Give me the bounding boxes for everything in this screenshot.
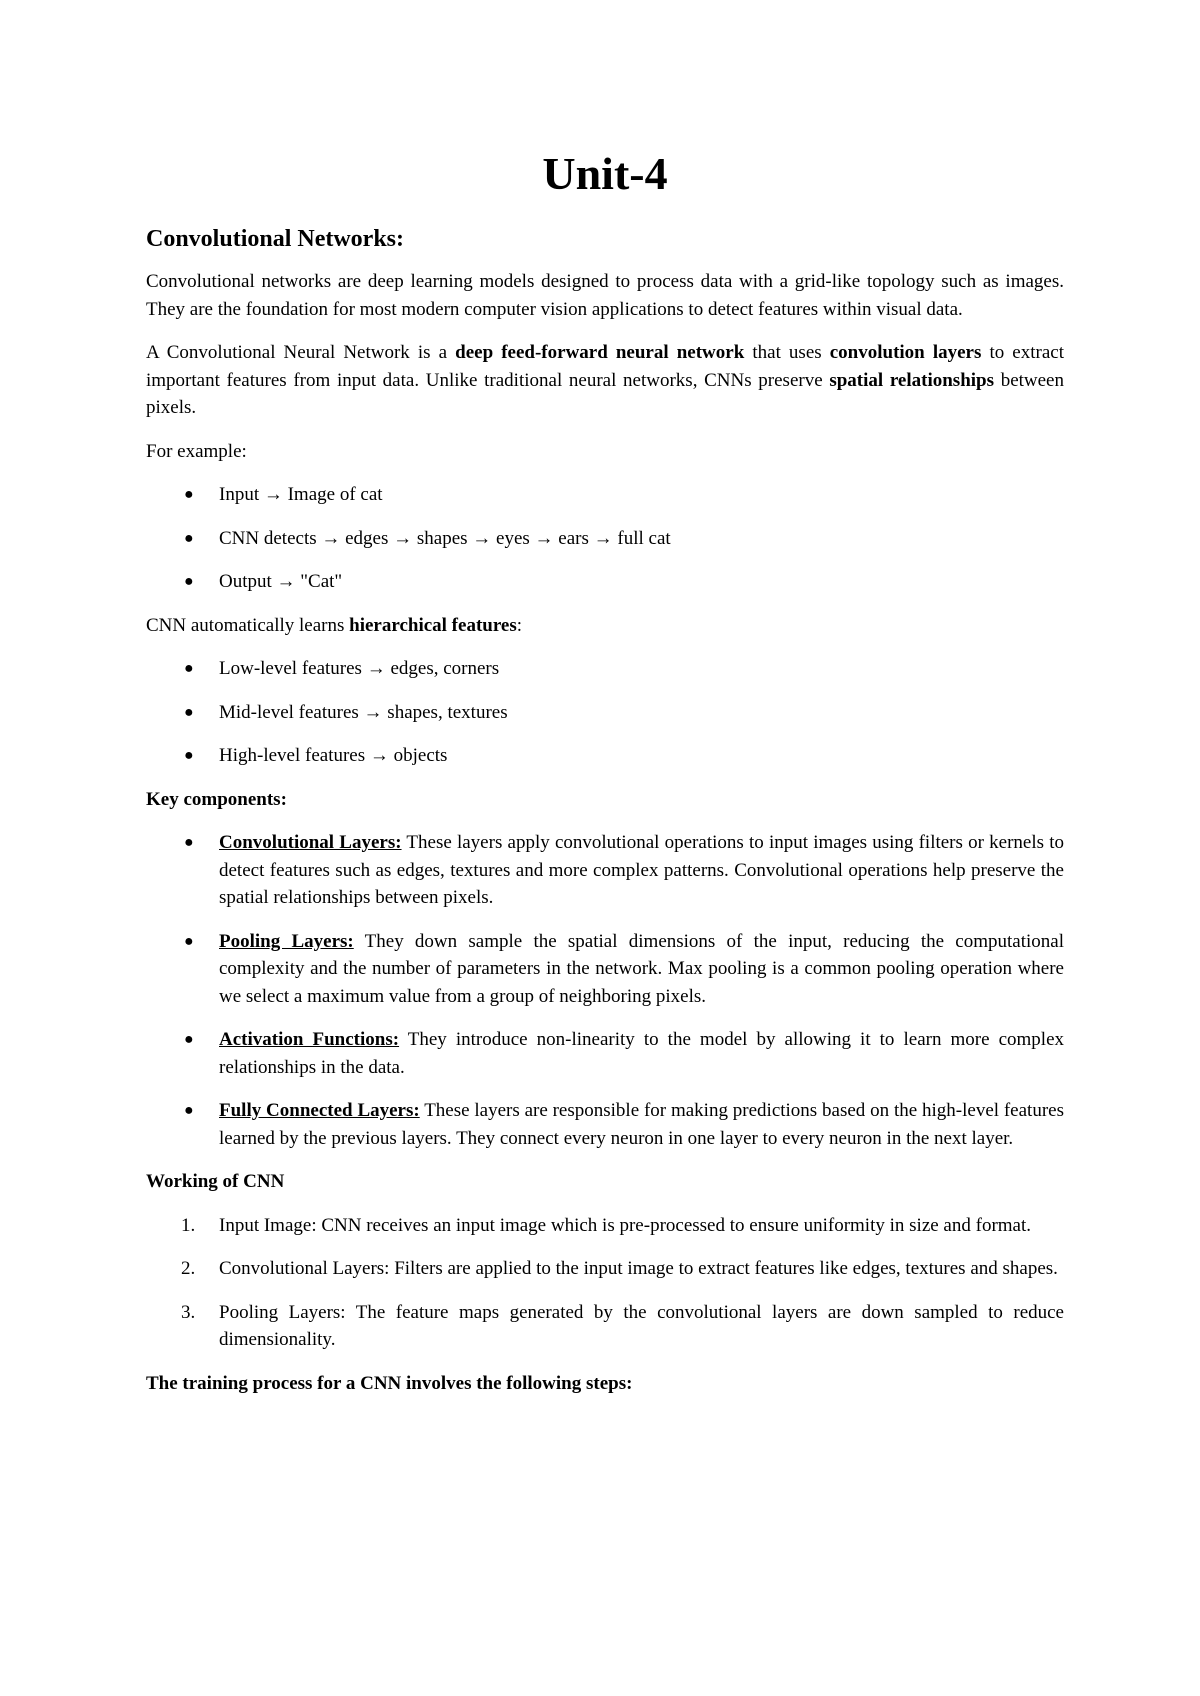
term-label: Convolutional Layers: — [219, 832, 402, 853]
list-item — [146, 1026, 1064, 1081]
bold-run: hierarchical features — [349, 614, 517, 636]
list-item-text: Input Image: CNN receives an input image which is pre-processed to ensure uniformity in size and format. — [219, 1214, 1032, 1236]
list-item — [146, 699, 1064, 727]
term-description: These layers apply convolutional operations to input images using filters or kernels to detect features such as edges, textures and more complex patterns. Convolutional operations help preserve the spatial relationships between pixels. — [219, 832, 1064, 908]
list-item-text: High-level features → objects — [219, 745, 448, 766]
bullet-icon: ● — [184, 660, 194, 677]
step-number: 2. — [181, 1258, 196, 1279]
example-list — [146, 481, 1064, 596]
bullet-icon: ● — [184, 1102, 194, 1119]
list-item-text: Pooling Layers: The feature maps generated by the convolutional layers are down sampled to reduce dimensionality. — [219, 1301, 1064, 1350]
definition-paragraph — [146, 339, 1064, 422]
list-item-text: Low-level features → edges, corners — [219, 658, 500, 679]
bullet-icon: ● — [184, 573, 194, 590]
text-run: between pixels. — [146, 369, 1064, 418]
bullet-icon: ● — [184, 834, 194, 851]
step-number: 1. — [181, 1214, 196, 1236]
training-heading: The training process for a CNN involves the following steps: — [146, 1372, 633, 1394]
page-title: Unit-4 — [542, 148, 668, 199]
list-item-text: Mid-level features → shapes, textures — [219, 701, 508, 723]
bullet-icon: ● — [184, 486, 194, 503]
bullet-icon: ● — [184, 747, 194, 764]
list-item — [146, 655, 1064, 683]
list-item — [146, 1255, 1064, 1283]
list-item — [146, 1212, 1064, 1240]
list-item — [146, 481, 1064, 509]
term-label: Activation Functions: — [219, 1029, 400, 1050]
list-item — [146, 1097, 1064, 1152]
text-run: CNN automatically learns — [146, 614, 350, 636]
key-components-list — [146, 829, 1064, 1152]
step-number: 3. — [181, 1301, 196, 1323]
term-description: They down sample the spatial dimensions of the input, reducing the computational complexity and the number of parameters in the network. Max pooling is a common pooling operation where we select a maximum value from a group of neighboring pixels. — [219, 930, 1065, 1007]
bold-run: convolution layers — [829, 342, 982, 363]
working-steps-list — [146, 1212, 1064, 1354]
list-item-text: Output → "Cat" — [219, 571, 343, 592]
list-item — [146, 568, 1064, 596]
working-heading: Working of CNN — [146, 1171, 285, 1192]
list-item — [146, 525, 1064, 553]
list-item — [146, 742, 1064, 770]
bullet-icon: ● — [184, 1031, 194, 1048]
term-description: These layers are responsible for making predictions based on the high-level features learned by the previous layers. They connect every neuron in one layer to every neuron in the next layer. — [219, 1100, 1064, 1149]
list-item-text: CNN detects → edges → shapes → eyes → ears → full cat — [219, 527, 671, 549]
intro-paragraph: Convolutional networks are deep learning models designed to process data with a grid-like topology such as images. They are the foundation for most modern computer vision applications to detect features within visual data. — [146, 271, 1064, 320]
section-heading: Convolutional Networks: — [146, 226, 405, 252]
example-label: For example: — [146, 440, 247, 462]
text-run: that uses — [744, 342, 830, 363]
text-run: : — [516, 614, 523, 636]
term-label: Pooling Layers: — [219, 930, 354, 952]
bullet-icon: ● — [184, 932, 194, 950]
bullet-icon: ● — [184, 529, 194, 547]
hierarchical-paragraph — [146, 612, 1064, 640]
list-item — [146, 829, 1064, 912]
text-run: to extract important features from input data. Unlike traditional neural networks, CNNs preserve — [146, 342, 1064, 391]
hierarchical-list — [146, 655, 1064, 770]
list-item-text: Convolutional Layers: Filters are applied to the input image to extract features like edges, textures and shapes. — [219, 1258, 1058, 1279]
bullet-icon: ● — [184, 703, 194, 721]
bold-run: spatial relationships — [829, 369, 995, 391]
bold-run: deep feed-forward neural network — [455, 342, 745, 363]
list-item — [146, 1299, 1064, 1354]
list-item-text: Input → Image of cat — [219, 484, 383, 505]
term-label: Fully Connected Layers: — [219, 1100, 420, 1121]
term-description: They introduce non-linearity to the model by allowing it to learn more complex relationships in the data. — [219, 1029, 1065, 1078]
text-run: A Convolutional Neural Network is a — [146, 342, 456, 363]
key-components-heading: Key components: — [146, 788, 287, 810]
list-item — [146, 928, 1064, 1011]
